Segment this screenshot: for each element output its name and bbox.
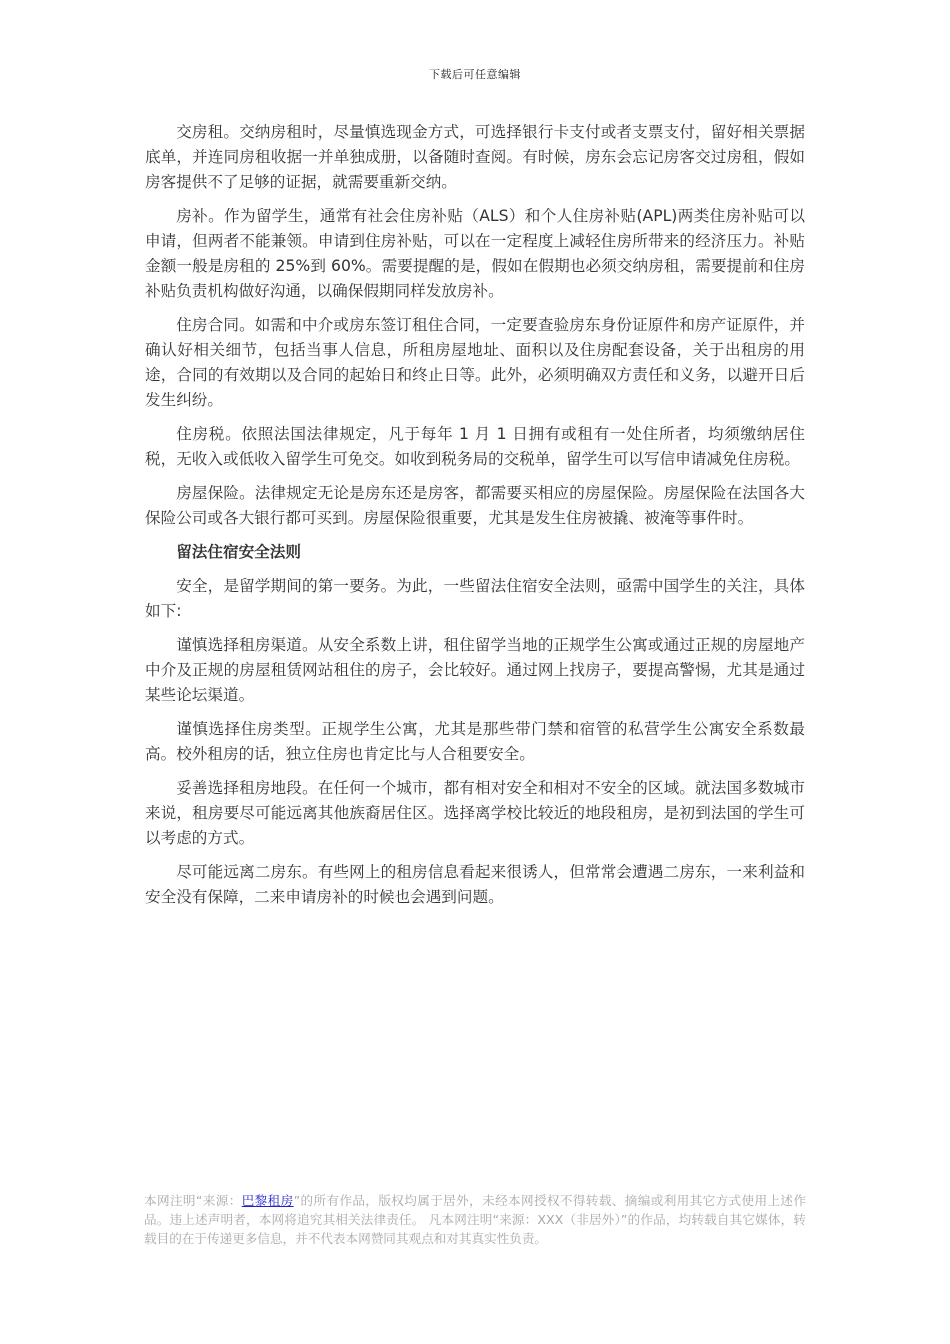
paragraph-sublandlord: 尽可能远离二房东。有些网上的租房信息看起来很诱人，但常常会遭遇二房东，一来利益和安全没有保障，二来申请房补的时候也会遇到问题。 [145,863,805,906]
paragraph-housing-tax: 住房税。依照法国法律规定，凡于每年 1 月 1 日拥有或租有一处住所者，均须缴纳居住税，无收入或低收入留学生可免交。如收到税务局的交税单，留学生可以写信申请减免住房税。 [145,425,805,468]
paragraph-rental-location: 妥善选择租房地段。在任何一个城市，都有相对安全和相对不安全的区域。就法国多数城市来说，租房要尽可能远离其他族裔居住区。选择离学校比较近的地段租房，是初到法国的学生可以考虑的方式。 [145,779,805,847]
paragraph-rent-payment: 交房租。交纳房租时，尽量慎选现金方式，可选择银行卡支付或者支票支付，留好相关票据底单，并连同房租收据一并单独成册，以备随时查阅。有时候，房东会忘记房客交过房租，假如房客提供不了足够的证据，就需要重新交纳。 [145,123,805,191]
page-header: 下载后可任意编辑 [429,68,521,81]
paragraph-housing-insurance: 房屋保险。法律规定无论是房东还是房客，都需要买相应的房屋保险。房屋保险在法国各大保险公司或各大银行都可买到。房屋保险很重要，尤其是发生住房被撬、被淹等事件时。 [145,484,805,527]
notice-suffix: ”的所有作品，版权均属于居外，未经本网授权不得转载、摘编或利用其它方式使用上述作品。违上述声明者，本网将追究其相关法律责任。 凡本网注明“来源：XXX（非居外）”的作品，均转载自其它媒体，转载目的在于传递更多信息，并不代表本网赞同其观点和对其真实性负责。 [144,1193,806,1246]
source-link[interactable]: 巴黎租房 [241,1193,294,1208]
paragraph-housing-subsidy: 房补。作为留学生，通常有社会住房补贴（ALS）和个人住房补贴(APL)两类住房补贴可以申请，但两者不能兼领。申请到住房补贴，可以在一定程度上减轻住房所带来的经济压力。补贴金额一般是房租的 25%到 60%。需要提醒的是，假如在假期也必须交纳房租，需要提前和住房补贴负责机构做好沟通，以确保假期同样发放房补。 [145,207,805,300]
article-body [145,120,805,919]
copyright-notice [144,1191,806,1248]
paragraph-housing-contract: 住房合同。如需和中介或房东签订租住合同，一定要查验房东身份证原件和房产证原件，并确认好相关细节，包括当事人信息，所租房屋地址、面积以及住房配套设备，关于出租房的用途，合同的有效期以及合同的起始日和终止日等。此外，必须明确双方责任和义务，以避开日后发生纠纷。 [145,316,805,409]
paragraph-safety-intro: 安全，是留学期间的第一要务。为此，一些留法住宿安全法则，亟需中国学生的关注，具体如下: [145,577,805,620]
paragraph-rental-channel: 谨慎选择租房渠道。从安全系数上讲，租住留学当地的正规学生公寓或通过正规的房屋地产中介及正规的房屋租赁网站租住的房子，会比较好。通过网上找房子，要提高警惕，尤其是通过某些论坛渠道。 [145,636,805,704]
paragraph-housing-type: 谨慎选择住房类型。正规学生公寓，尤其是那些带门禁和宿管的私营学生公寓安全系数最高。校外租房的话，独立住房也肯定比与人合租要安全。 [145,720,805,763]
section-heading: 留法住宿安全法则 [176,543,301,561]
notice-prefix: 本网注明“来源： [144,1193,242,1208]
